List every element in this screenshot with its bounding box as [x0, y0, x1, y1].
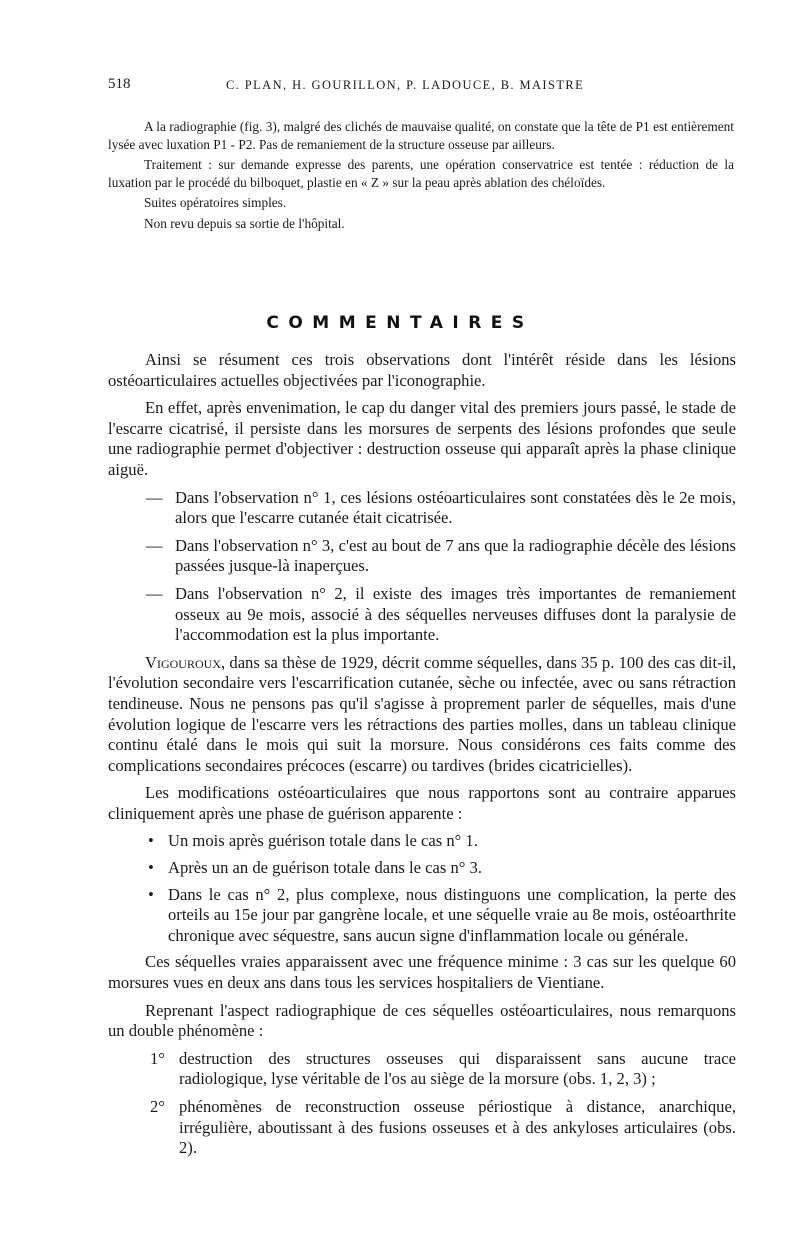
numbered-list-item: [108, 1097, 736, 1159]
paragraph: En effet, après envenimation, le cap du danger vital des premiers jours passé, le stade de l'escarre cicatrisé, il persiste dans les morsures de serpents des lésions profondes que seule une radiographie permet d'objectiver : destruction osseuse qui apparaît après la phase clinique aiguë.: [108, 398, 736, 479]
list-item-text: destruction des structures osseuses qui disparaissent sans aucune trace radiologique, lyse véritable de l'os au siège de la morsure (obs. 1, 2, 3) ;: [179, 1048, 736, 1089]
paragraph-text: , dans sa thèse de 1929, décrit comme séquelles, dans 35 p. 100 des cas dit-il, l'évolution secondaire vers l'escarrification cutanée, sèche ou infectée, avec ou sans rétraction tendineuse. Nous ne pensons pas qu'il s'agisse à proprement parler de séquelles, mais d'une évolution logique de l'escarre vers les rétractions des parties molles, dans un tableau clinique continu étalé dans le mois qui suit la morsure. Nous considérons ces faits comme des complications secondaires précoces (escarre) ou tardives (brides cicatricielles).: [108, 652, 736, 775]
dash-list-item: [108, 536, 736, 577]
bullet-marker: •: [148, 858, 154, 878]
commentaires-body: [108, 350, 736, 1166]
paragraph: Reprenant l'aspect radiographique de ces séquelles ostéoarticulaires, nous remarquons un double phénomène :: [108, 1000, 736, 1041]
dash-marker: —: [146, 583, 163, 603]
bullet-list-item: [108, 858, 736, 879]
dash-marker: —: [146, 535, 163, 555]
number-marker: 2°: [150, 1097, 165, 1116]
bullet-list-item: [108, 885, 736, 947]
case-report-continuation: [108, 118, 734, 235]
list-item-text: Dans le cas n° 2, plus complexe, nous distinguons une complication, la perte des orteils au 15e jour par gangrène locale, et une séquelle vraie au 8e mois, ostéoarthrite chronique avec séquestre, sans aucun signe d'inflammation locale ou générale.: [168, 884, 736, 945]
paragraph-vigouroux: [108, 653, 736, 777]
paragraph: Les modifications ostéoarticulaires que nous rapportons sont au contraire apparues cliniquement après une phase de guérison apparente :: [108, 783, 736, 823]
bullet-marker: •: [148, 831, 154, 851]
list-item-text: Dans l'observation n° 1, ces lésions ostéoarticulaires sont constatées dès le 2e mois, alors que l'escarre cutanée était cicatrisée.: [175, 487, 736, 528]
paragraph-follow-up: Non revu depuis sa sortie de l'hôpital.: [144, 215, 345, 231]
list-item-text: phénomènes de reconstruction osseuse périostique à distance, anarchique, irrégulière, aboutissant à des fusions osseuses et à des ankyloses articulaires (obs. 2).: [179, 1097, 736, 1158]
bullet-marker: •: [148, 884, 154, 904]
paragraph-treatment: Traitement : sur demande expresse des parents, une opération conservatrice est tentée : réduction de la luxation par le procédé du bilboquet, plastie en « Z » sur la peau après ablation des chéloïdes.: [108, 157, 734, 190]
numbered-list-item: [108, 1049, 736, 1090]
list-item-text: Dans l'observation n° 2, il existe des images très importantes de remaniement osseux au 9e mois, associé à des séquelles nerveuses diffuses dont la paralysie de l'accommodation est la plus importante.: [175, 583, 736, 645]
paragraph-radiography: A la radiographie (fig. 3), malgré des clichés de mauvaise qualité, on constate que la tête de P1 est entièrement lysée avec luxation P1 - P2. Pas de remaniement de la structure osseuse par ailleurs.: [108, 119, 734, 152]
dash-list-item: [108, 584, 736, 646]
list-item-text: Dans l'observation n° 3, c'est au bout de 7 ans que la radiographie décèle des lésions passées jusque-là inaperçues.: [175, 535, 736, 576]
paragraph: Ces séquelles vraies apparaissent avec une fréquence minime : 3 cas sur les quelque 60 morsures vues en deux ans dans tous les services hospitaliers de Vientiane.: [108, 952, 736, 993]
dash-marker: —: [146, 487, 163, 507]
page-number: 518: [108, 76, 131, 92]
list-item-text: Après un an de guérison totale dans le cas n° 3.: [168, 858, 482, 878]
running-head-authors: C. PLAN, H. GOURILLON, P. LADOUCE, B. MAISTRE: [226, 78, 585, 92]
paragraph-suites: Suites opératoires simples.: [144, 195, 287, 210]
list-item-text: Un mois après guérison totale dans le cas n° 1.: [168, 831, 478, 851]
bullet-list-item: [108, 831, 736, 852]
author-name: Vigouroux: [145, 652, 221, 672]
section-title: COMMENTAIRES: [266, 313, 534, 333]
dash-list-item: [108, 488, 736, 529]
paragraph: Ainsi se résument ces trois observations dont l'intérêt réside dans les lésions ostéoarticulaires actuelles objectivées par l'iconographie.: [108, 350, 736, 390]
number-marker: 1°: [150, 1048, 165, 1068]
